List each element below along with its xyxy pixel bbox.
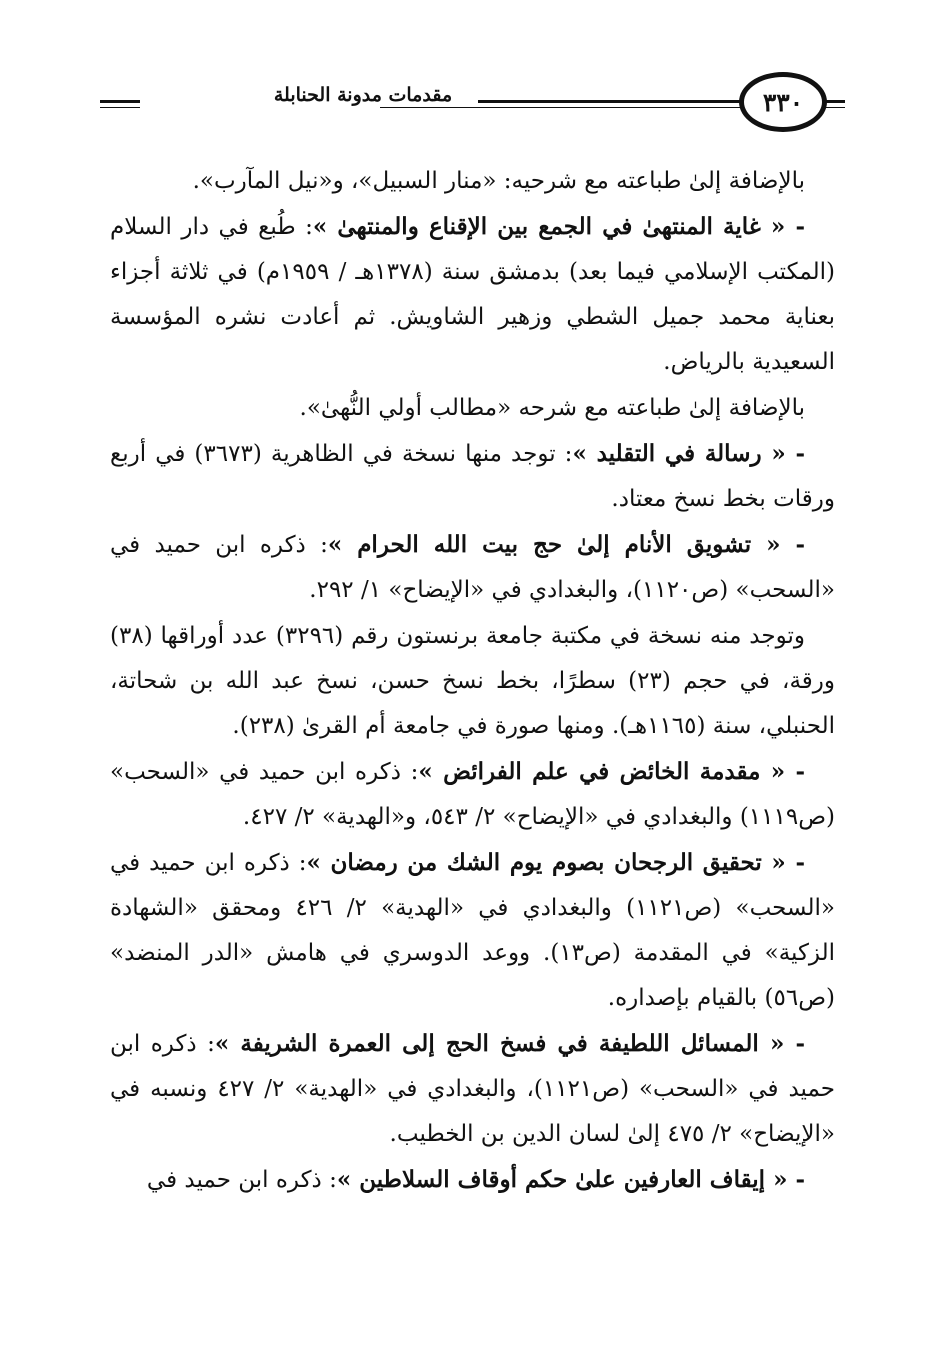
paragraph-lead: - « تشويق الأنام إلىٰ حج بيت الله الحرام » (327, 531, 805, 558)
paragraph-4 (110, 431, 835, 522)
paragraph-text: بالإضافة إلىٰ طباعته مع شرحيه: «منار السبيل»، و«نيل المآرب». (192, 168, 805, 194)
paragraph-lead: - « مقدمة الخائض في علم الفرائض » (418, 758, 805, 785)
page-number-badge (739, 72, 827, 132)
paragraph-9 (110, 1021, 835, 1157)
paragraph-lead: - « رسالة في التقليد » (572, 440, 805, 467)
paragraph-text: : توجد منها نسخة في الظاهرية (٣٦٧٣) في أربع ورقات بخط نسخ معتاد. (110, 441, 835, 512)
paragraph-5 (110, 522, 835, 613)
paragraph-text: : ذكره ابن حميد في «السحب» (ص١١١٩) والبغدادي في «الإيضاح» ٢/ ٥٤٣، و«الهدية» ٢/ ٤٢٧. (110, 759, 835, 830)
page-number: ٣٣٠ (762, 87, 804, 117)
header-rule-left-top (100, 100, 140, 103)
paragraph-lead: - « غاية المنتهىٰ في الجمع بين الإقناع والمنتهىٰ » (312, 213, 805, 240)
paragraph-text: : ذكره ابن حميد في «السحب» (ص١١٢١) والبغدادي في «الهدية» ٢/ ٤٢٦ ومحقق «الشهادة الزكية» في المقدمة (ص١٣). ووعد الدوسري في هامش «الدر المنضد» (ص٥٦) بالقيام بإصداره. (110, 850, 836, 1011)
paragraph-2 (110, 204, 835, 385)
paragraph-text: وتوجد منه نسخة في مكتبة جامعة برنستون رقم (٣٢٩٦) عدد أوراقها (٣٨) ورقة، في حجم (٢٣) سطرًا، بخط نسخ حسن، نسخ عبد الله بن شحاتة، الحنبلي، سنة (١١٦٥هـ). ومنها صورة في جامعة أم القرىٰ (٢٣٨). (110, 623, 836, 739)
paragraph-text: بالإضافة إلىٰ طباعته مع شرحه «مطالب أولي النُّهىٰ». (299, 395, 805, 421)
paragraph-text: : ذكره ابن حميد في «السحب» (ص١١٢١)، والبغدادي في «الهدية» ٢/ ٤٢٧ ونسبه في «الإيضاح» ٢/ ٤٧٥ إلىٰ لسان الدين بن الخطيب. (110, 1031, 835, 1147)
paragraph-8 (110, 840, 835, 1021)
paragraph-text: : طُبع في دار السلام (المكتب الإسلامي فيما بعد) بدمشق سنة (١٣٧٨هـ / ١٩٥٩م) في ثلاثة أجزاء بعناية محمد جميل الشطي وزهير الشاويش. ثم أعادت نشره المؤسسة السعيدية بالرياض. (110, 214, 835, 375)
body-text (110, 158, 835, 1203)
paragraph-text: : ذكره ابن حميد في (146, 1167, 337, 1193)
paragraph-lead: - « تحقيق الرجحان بصوم يوم الشك من رمضان » (306, 849, 805, 876)
paragraph-6 (110, 613, 835, 749)
header-rule-left-bottom (100, 107, 140, 108)
paragraph-lead: - « المسائل اللطيفة في فسخ الحج إلى العمرة الشريفة » (214, 1030, 805, 1057)
header-rule-middle-bottom (380, 107, 740, 108)
paragraph-text: : ذكره ابن حميد في «السحب» (ص١١٢٠)، والبغدادي في «الإيضاح» ١/ ٢٩٢. (110, 532, 835, 603)
paragraph-3 (110, 385, 835, 431)
paragraph-10 (110, 1157, 835, 1203)
running-title: مقدمات مدونة الحنابلة (248, 84, 478, 106)
page-header (100, 62, 845, 142)
paragraph-lead: - « إيقاف العارفين علىٰ حكم أوقاف السلاطين » (336, 1166, 805, 1193)
paragraph-7 (110, 749, 835, 840)
paragraph-1 (110, 158, 835, 204)
